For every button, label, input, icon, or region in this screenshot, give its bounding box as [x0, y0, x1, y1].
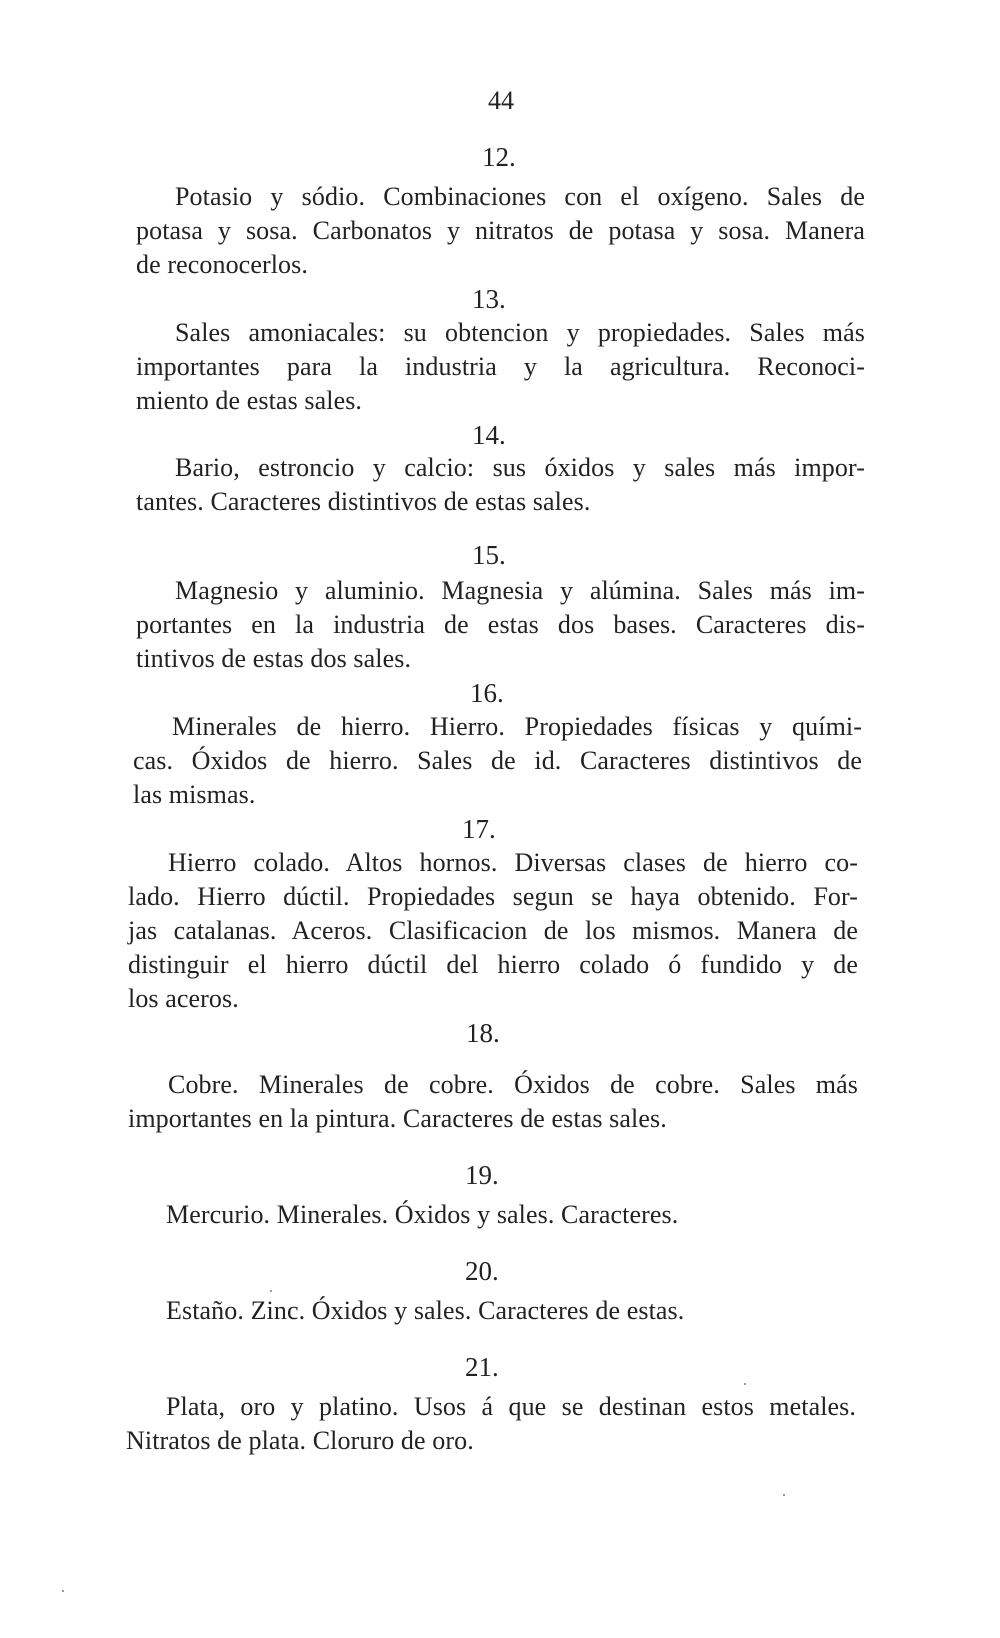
section-text-line: de reconocerlos. [136, 250, 308, 279]
section-text-line: jas catalanas. Aceros. Clasificacion de los mismos. Manera de [128, 916, 858, 945]
section-text-line: Estaño. Zinc. Óxidos y sales. Caracteres de estas. [166, 1296, 685, 1325]
section-text-line: tintivos de estas dos sales. [136, 644, 412, 673]
section-number: 19. [465, 1160, 499, 1190]
section-number: 12. [482, 142, 516, 172]
section-text-line: distinguir el hierro dúctil del hierro colado ó fundido y de [128, 950, 858, 979]
section-text-line: Potasio y sódio. Combinaciones con el oxígeno. Sales de [175, 182, 865, 211]
section-text-line: importantes en la pintura. Caracteres de estas sales. [128, 1104, 667, 1133]
scan-speck [783, 1494, 785, 1496]
section-number: 16. [470, 678, 504, 708]
scan-speck [744, 1383, 746, 1385]
section-text-line: los aceros. [128, 984, 239, 1013]
section-text-line: Bario, estroncio y calcio: sus óxidos y sales más impor- [175, 453, 865, 482]
section-text-line: Sales amoniacales: su obtencion y propiedades. Sales más [175, 318, 865, 347]
section-text-line: Minerales de hierro. Hierro. Propiedades físicas y quími- [172, 712, 862, 741]
scan-speck [62, 1590, 64, 1592]
section-text-line: Cobre. Minerales de cobre. Óxidos de cobre. Sales más [168, 1070, 858, 1099]
section-number: 21. [465, 1352, 499, 1382]
section-text-line: portantes en la industria de estas dos bases. Caracteres dis- [136, 610, 865, 639]
section-text-line: miento de estas sales. [136, 386, 363, 415]
section-text-line: Magnesio y aluminio. Magnesia y alúmina. Sales más im- [175, 576, 865, 605]
section-number: 17. [462, 814, 496, 844]
section-text-line: lado. Hierro dúctil. Propiedades segun se haya obtenido. For- [128, 882, 858, 911]
section-text-line: Nitratos de plata. Cloruro de oro. [126, 1426, 474, 1455]
section-text-line: cas. Óxidos de hierro. Sales de id. Caracteres distintivos de [133, 746, 862, 775]
section-text-line: Hierro colado. Altos hornos. Diversas clases de hierro co- [168, 848, 858, 877]
section-text-line: tantes. Caracteres distintivos de estas sales. [136, 487, 591, 516]
section-text-line: importantes para la industria y la agricultura. Reconoci- [136, 352, 865, 381]
section-text-line: Plata, oro y platino. Usos á que se destinan estos metales. [166, 1392, 856, 1421]
page-number: 44 [488, 86, 514, 115]
section-number: 18. [466, 1018, 500, 1048]
scan-speck [270, 1290, 272, 1292]
section-text-line: potasa y sosa. Carbonatos y nitratos de potasa y sosa. Manera [136, 216, 865, 245]
section-text-line: Mercurio. Minerales. Óxidos y sales. Caracteres. [166, 1200, 679, 1229]
section-number: 15. [472, 540, 506, 570]
section-number: 20. [465, 1256, 499, 1286]
section-number: 13. [472, 284, 506, 314]
section-text-line: las mismas. [133, 780, 256, 809]
section-number: 14. [472, 420, 506, 450]
